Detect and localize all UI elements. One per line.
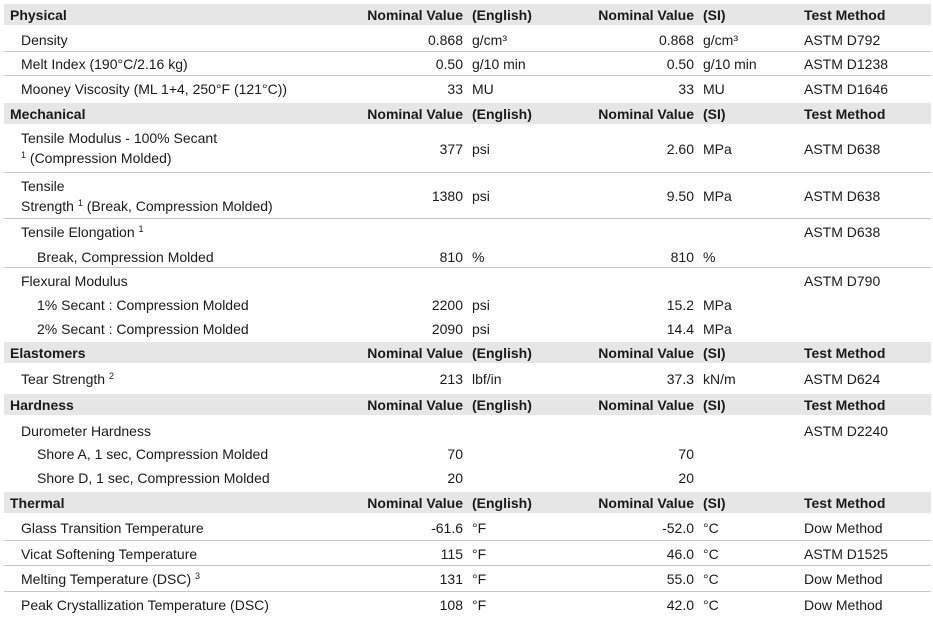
- property-name-line2: [21, 150, 172, 166]
- footnote-ref: 2: [108, 371, 114, 381]
- section-title: Mechanical: [10, 106, 86, 122]
- si-unit: °C: [703, 520, 719, 536]
- property-qualifier: (Compression Molded): [29, 150, 172, 166]
- header-english: (English): [472, 345, 532, 361]
- section-title: Thermal: [10, 495, 65, 511]
- header-nominal-value-english: Nominal Value: [367, 7, 463, 23]
- test-method: ASTM D2240: [804, 423, 889, 439]
- english-value: 377: [439, 141, 463, 157]
- english-value: 213: [439, 371, 463, 387]
- english-unit: %: [472, 249, 485, 265]
- si-value: 37.3: [666, 371, 694, 387]
- property-name: Peak Crystallization Temperature (DSC): [21, 597, 269, 613]
- test-method: ASTM D638: [804, 141, 881, 157]
- english-unit: °F: [472, 546, 487, 562]
- footnote-ref: 1: [138, 224, 144, 234]
- english-unit: g/10 min: [472, 56, 526, 72]
- test-method: ASTM D638: [804, 224, 881, 240]
- english-value: 0.50: [435, 56, 463, 72]
- section-title: Elastomers: [10, 345, 86, 361]
- si-value: 9.50: [666, 188, 694, 204]
- property-name-text: Tensile Elongation: [21, 224, 135, 240]
- si-value: 20: [678, 470, 694, 486]
- header-nominal-value-english: Nominal Value: [367, 397, 463, 413]
- si-unit: kN/m: [703, 371, 736, 387]
- si-unit: MPa: [703, 188, 732, 204]
- property-name: Density: [21, 32, 68, 48]
- english-unit: °F: [472, 597, 487, 613]
- header-test-method: Test Method: [804, 397, 886, 413]
- property-name-text: Melting Temperature (DSC): [21, 571, 192, 587]
- section-header-elastomers: [4, 342, 931, 363]
- section-title: Physical: [10, 7, 67, 23]
- si-value: 0.50: [666, 56, 694, 72]
- property-subname: Shore D, 1 sec, Compression Molded: [37, 470, 270, 486]
- english-value: 70: [447, 446, 463, 462]
- si-unit: g/10 min: [703, 56, 757, 72]
- table-row: [4, 565, 931, 592]
- si-value: 810: [670, 249, 694, 265]
- test-method: ASTM D1238: [804, 56, 889, 72]
- property-name-line2: [21, 198, 273, 214]
- footnote-ref: 1: [77, 198, 83, 208]
- header-test-method: Test Method: [804, 7, 886, 23]
- table-row: [4, 51, 931, 76]
- header-english: (English): [472, 495, 532, 511]
- english-value: 2200: [431, 297, 463, 313]
- header-test-method: Test Method: [804, 106, 886, 122]
- english-unit: °F: [472, 520, 487, 536]
- table-row: [4, 25, 931, 51]
- test-method: Dow Method: [804, 520, 883, 536]
- si-value: 15.2: [666, 297, 694, 313]
- header-nominal-value-si: Nominal Value: [598, 106, 694, 122]
- english-unit: psi: [472, 297, 490, 313]
- english-unit: psi: [472, 141, 490, 157]
- footnote-ref: 3: [195, 571, 201, 581]
- header-si: (SI): [703, 495, 726, 511]
- footnote-ref: 1: [21, 150, 27, 160]
- table-row: [4, 172, 931, 219]
- table-row: [4, 363, 931, 393]
- english-value: 108: [439, 597, 463, 613]
- section-header-physical: [4, 4, 931, 25]
- header-si: (SI): [703, 345, 726, 361]
- si-value: 55.0: [666, 571, 694, 587]
- english-value: 2090: [431, 321, 463, 337]
- property-name-cont: Strength: [21, 198, 74, 214]
- header-nominal-value-english: Nominal Value: [367, 495, 463, 511]
- english-unit: g/cm³: [472, 32, 507, 48]
- header-nominal-value-english: Nominal Value: [367, 106, 463, 122]
- test-method: ASTM D624: [804, 371, 881, 387]
- si-value: 33: [678, 81, 694, 97]
- si-unit: MPa: [703, 297, 732, 313]
- property-subname: 1% Secant : Compression Molded: [37, 297, 249, 313]
- property-name: Tensile: [21, 178, 65, 194]
- si-unit: %: [703, 249, 716, 265]
- header-english: (English): [472, 106, 532, 122]
- test-method: Dow Method: [804, 571, 883, 587]
- header-nominal-value-si: Nominal Value: [598, 345, 694, 361]
- test-method: ASTM D1646: [804, 81, 889, 97]
- section-header-hardness: [4, 394, 931, 415]
- test-method: ASTM D638: [804, 188, 881, 204]
- property-name: Tensile Modulus - 100% Secant: [21, 130, 218, 146]
- test-method: ASTM D1525: [804, 546, 889, 562]
- property-subname: Break, Compression Molded: [37, 249, 214, 265]
- property-name: [21, 371, 114, 387]
- si-unit: °C: [703, 546, 719, 562]
- table-row: [4, 75, 931, 102]
- section-header-thermal: [4, 492, 931, 513]
- property-name: Vicat Softening Temperature: [21, 546, 198, 562]
- si-unit: MPa: [703, 321, 732, 337]
- section-title: Hardness: [10, 397, 74, 413]
- property-name: Flexural Modulus: [21, 273, 128, 289]
- header-si: (SI): [703, 106, 726, 122]
- english-value: 20: [447, 470, 463, 486]
- table-row-group: [4, 218, 931, 268]
- english-unit: °F: [472, 571, 487, 587]
- si-unit: °C: [703, 571, 719, 587]
- table-row: [4, 540, 931, 566]
- header-si: (SI): [703, 7, 726, 23]
- header-si: (SI): [703, 397, 726, 413]
- si-value: 46.0: [666, 546, 694, 562]
- header-nominal-value-english: Nominal Value: [367, 345, 463, 361]
- table-row: [4, 513, 931, 540]
- table-row-group: [4, 267, 931, 342]
- si-unit: MPa: [703, 141, 732, 157]
- english-value: 115: [440, 546, 463, 562]
- test-method: ASTM D790: [804, 273, 881, 289]
- si-unit: g/cm³: [703, 32, 738, 48]
- property-name: Durometer Hardness: [21, 423, 151, 439]
- property-name-text: Tear Strength: [21, 371, 106, 387]
- table-row-group: [4, 415, 931, 492]
- section-header-mechanical: [4, 103, 931, 124]
- english-value: 0.868: [427, 32, 463, 48]
- english-unit: MU: [472, 81, 494, 97]
- property-subname: Shore A, 1 sec, Compression Molded: [37, 446, 269, 462]
- property-name: [21, 571, 200, 587]
- si-unit: °C: [703, 597, 719, 613]
- header-test-method: Test Method: [804, 345, 886, 361]
- property-qualifier: (Break, Compression Molded): [86, 198, 273, 214]
- si-value: 42.0: [666, 597, 694, 613]
- test-method: Dow Method: [804, 597, 883, 613]
- property-name: [21, 224, 144, 240]
- header-nominal-value-si: Nominal Value: [598, 495, 694, 511]
- english-unit: lbf/in: [472, 371, 502, 387]
- si-value: 0.868: [658, 32, 694, 48]
- header-nominal-value-si: Nominal Value: [598, 397, 694, 413]
- si-value: 14.4: [666, 321, 694, 337]
- english-value: 1380: [431, 188, 463, 204]
- table-row: [4, 124, 931, 172]
- test-method: ASTM D792: [804, 32, 881, 48]
- property-name: Melt Index (190°C/2.16 kg): [21, 56, 188, 72]
- english-value: -61.6: [431, 520, 463, 536]
- header-english: (English): [472, 7, 532, 23]
- english-value: 810: [439, 249, 463, 265]
- english-value: 131: [439, 571, 463, 587]
- header-nominal-value-si: Nominal Value: [598, 7, 694, 23]
- header-test-method: Test Method: [804, 495, 886, 511]
- si-unit: MU: [703, 81, 725, 97]
- property-subname: 2% Secant : Compression Molded: [37, 321, 249, 337]
- si-value: 70: [678, 446, 694, 462]
- property-name: Mooney Viscosity (ML 1+4, 250°F (121°C)): [21, 81, 288, 97]
- english-unit: psi: [472, 188, 490, 204]
- si-value: 2.60: [666, 141, 694, 157]
- property-name: Glass Transition Temperature: [21, 520, 204, 536]
- english-value: 33: [447, 81, 463, 97]
- si-value: -52.0: [662, 520, 694, 536]
- header-english: (English): [472, 397, 532, 413]
- english-unit: psi: [472, 321, 490, 337]
- table-row: [4, 591, 931, 618]
